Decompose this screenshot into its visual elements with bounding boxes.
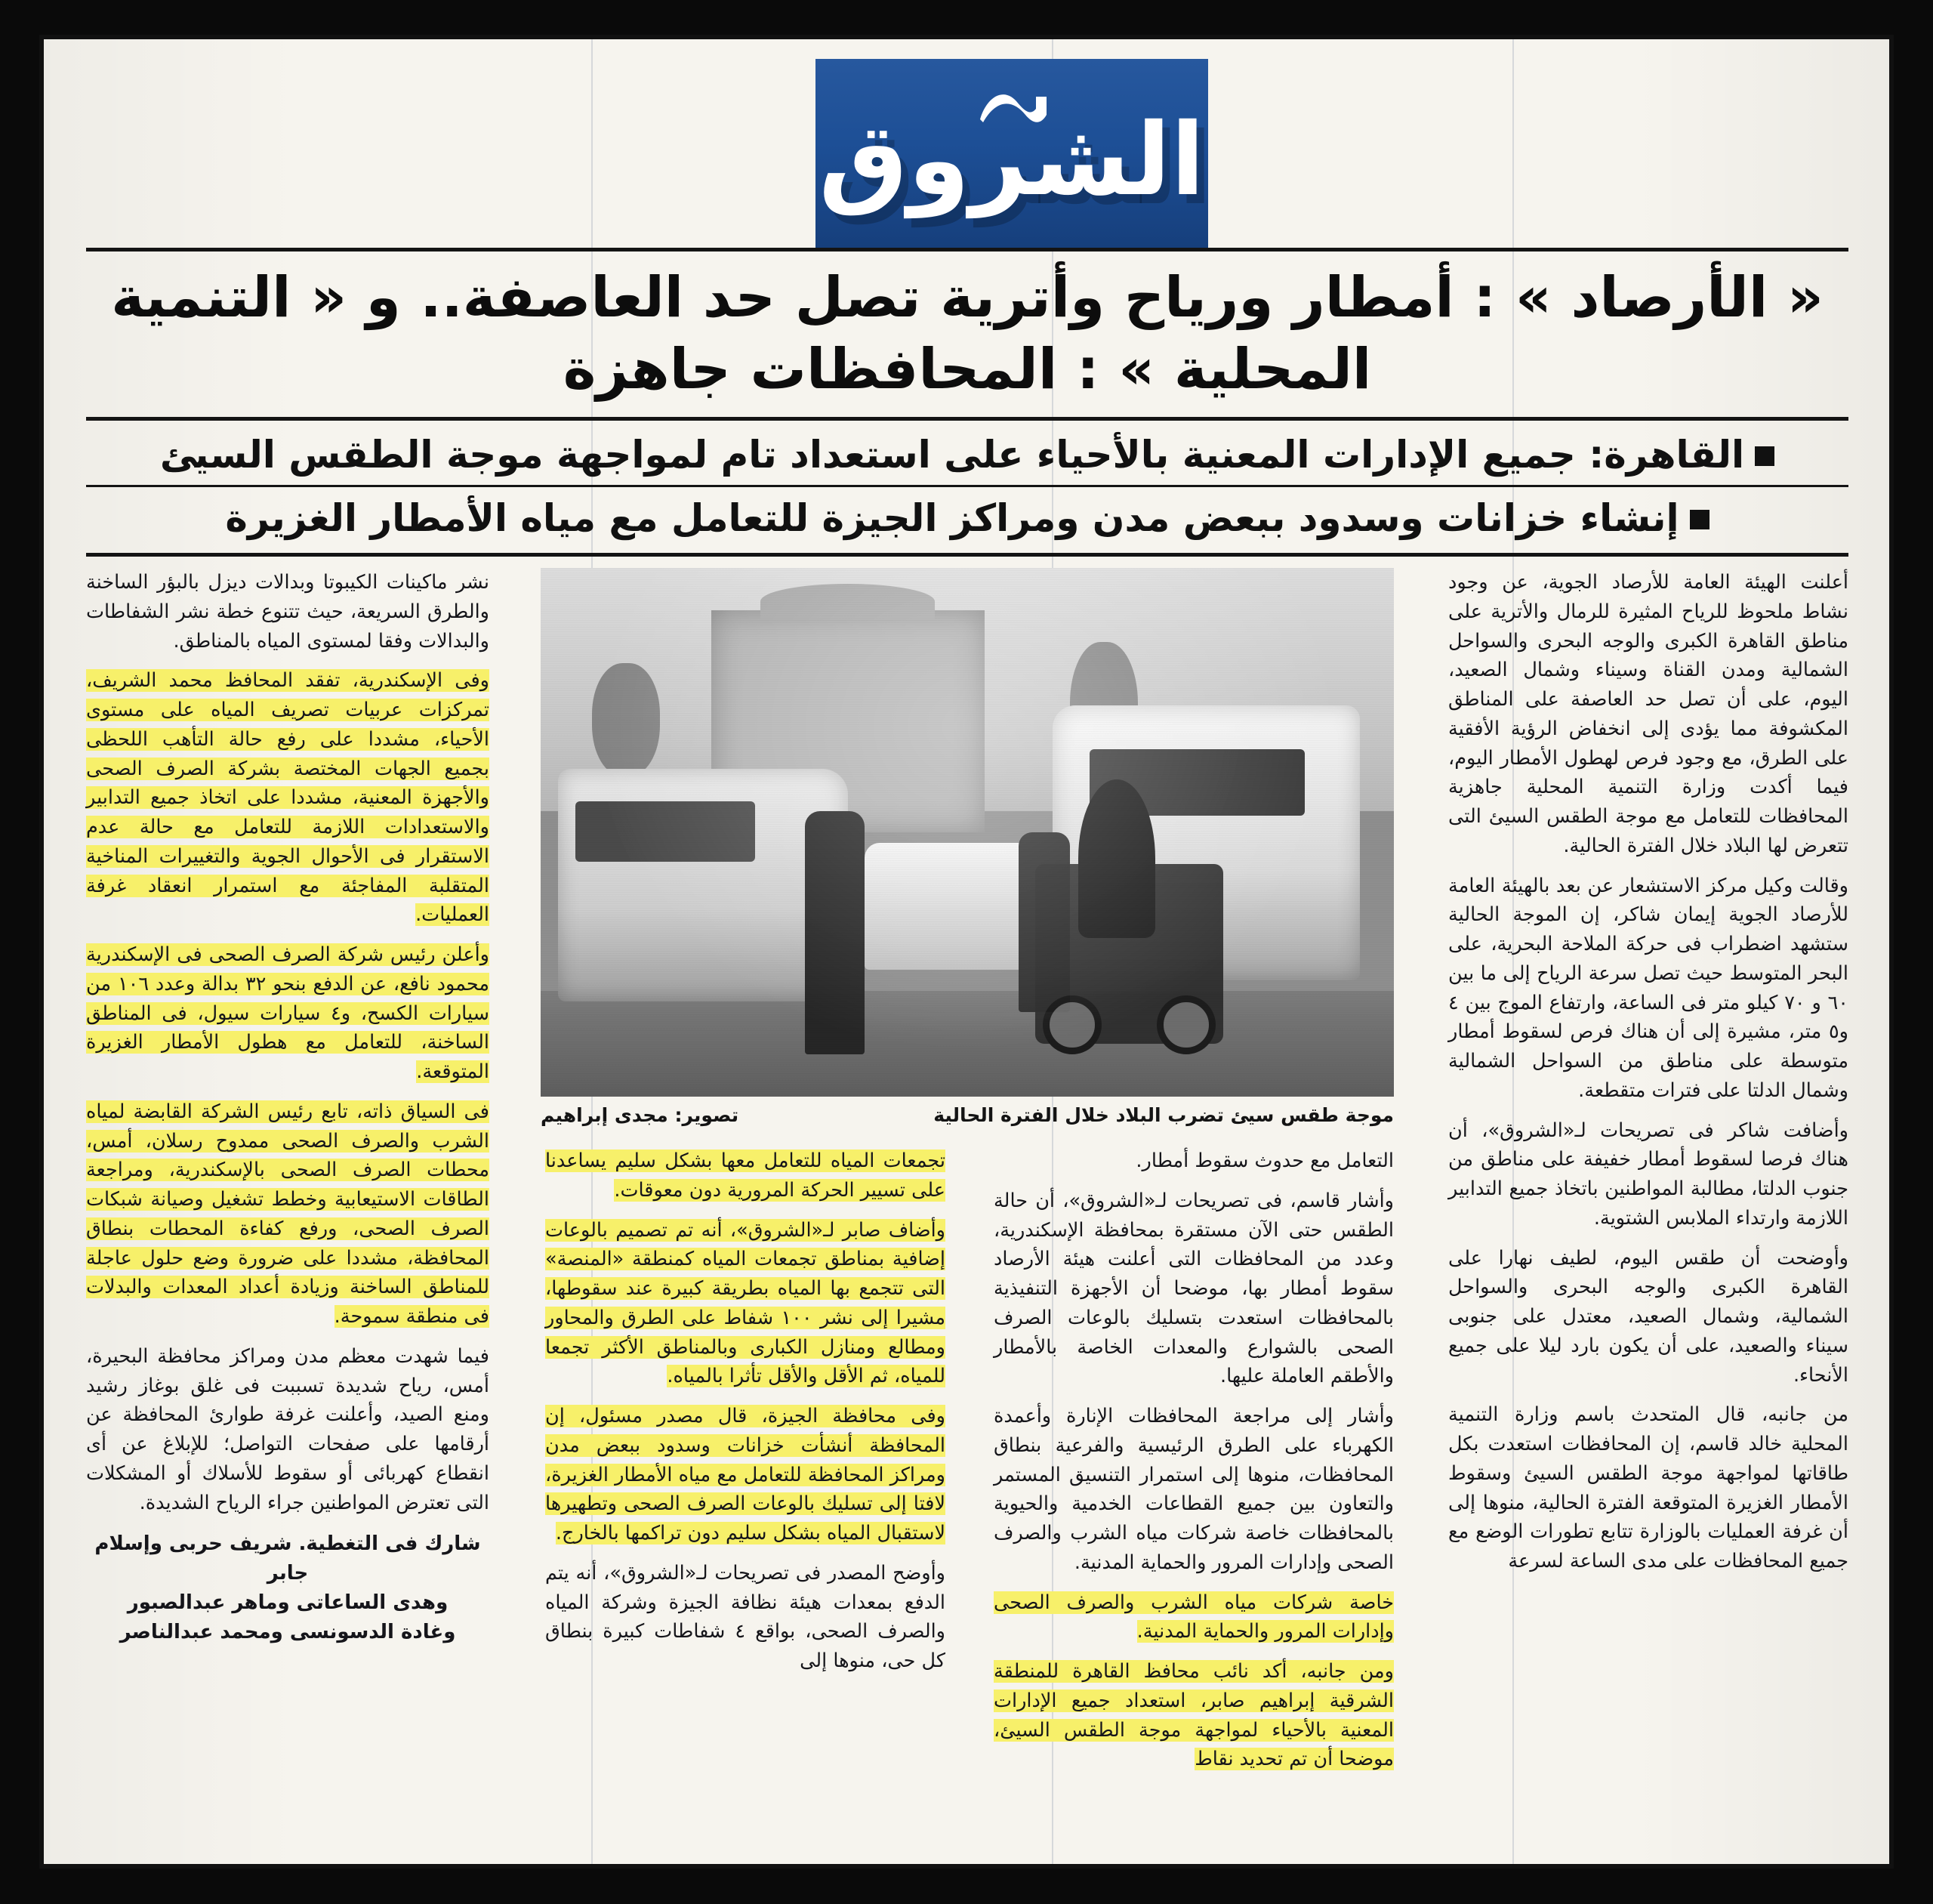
kicker-2-text: إنشاء خزانات وسدود ببعض مدن ومراكز الجيزة للتعامل مع مياه الأمطار الغزيرة xyxy=(225,496,1679,541)
headline-block xyxy=(86,248,1848,557)
paragraph xyxy=(994,1588,1394,1647)
byline-line: وغادة الدسونسى ومحمد عبدالناصر xyxy=(119,1621,456,1644)
paragraph: فيما شهدت معظم مدن ومراكز محافظة البحيرة، أمس، رياح شديدة تسببت فى غلق بوغاز رشيد ومنع الصيد، وأعلنت غرفة طوارئ المحافظة عن أرقامها على صفحات التواصل؛ للإبلاغ عن أى انقطاع كهربائى أو سقوط للأسلاك أو المشكلات التى تعترض المواطنين جراء الرياح الشديدة. xyxy=(86,1344,489,1514)
paragraph: من جانبه، قال المتحدث باسم وزارة التنمية المحلية خالد قاسم، إن المحافظات استعدت بكل طاقاتها لمواجهة موجة الطقس السيئ وسقوط الأمطار الغزيرة المتوقعة الفترة الحالية، منوها إلى أن غرفة العمليات بالوزارة تتابع تطورات الوضع مع جميع المحافظات على مدى الساعة لسرعة xyxy=(1448,1403,1848,1572)
paragraph: وأوضحت أن طقس اليوم، لطيف نهارا على القاهرة الكبرى والوجه البحرى والسواحل الشمالية، وشمال الصعيد، معتدل على جنوبى سيناء والصعيد، على أن يكون بارد ليلا على جميع الأنحاء. xyxy=(1448,1246,1848,1387)
byline-line: وهدى الساعاتى وماهر عبدالصبور xyxy=(127,1591,449,1615)
highlighted-phrase: فى السياق ذاته، تابع رئيس الشركة القابضة لمياه الشرب والصرف الصحى ممدوح رسلان، أمس، محطات الصرف الصحى بالإسكندرية، ومراجعة الطاقات الاستيعابية وخطط تشغيل وصيانة شبكات الصرف الصحى، ورفع كفاءة المحطات بنطاق المحافظة، مشددا على ضرورة وضع حلول عاجلة للمناطق الساخنة وزيادة أعداد المعدات والبدلات فى منطقة سموحة. xyxy=(86,1100,489,1328)
article-column-3 xyxy=(545,568,945,1686)
headline-kicker-1 xyxy=(86,421,1848,485)
article-body xyxy=(86,568,1848,1844)
paragraph: وأشار قاسم، فى تصريحات لـ«الشروق»، أن حالة الطقس حتى الآن مستقرة بمحافظة الإسكندرية، وعدد من المحافظات التى أعلنت هيئة الأرصاد سقوط أمطار بها، موضحا أن الأجهزة التنفيذية بالمحافظات استعدت بتسليك بالوعات الصرف الصحى بالشوارع والمعدات الخاصة بالأمطار والأطقم العاملة عليها. xyxy=(994,1189,1394,1388)
highlighted-phrase: وأعلن رئيس شركة الصرف الصحى فى الإسكندرية محمود نافع، عن الدفع بنحو ٣٢ بدالة وعدد ١٠٦ من سيارات الكسح، و٤ سيارات سيول، فى المناطق الساخنة، للتعامل مع هطول الأمطار الغزيرة المتوقعة. xyxy=(86,943,490,1083)
headline-kicker-2 xyxy=(86,487,1848,553)
highlighted-phrase: ومن جانبه، أكد نائب محافظ القاهرة للمنطقة الشرقية إبراهيم صابر، استعداد جميع الإدارات المعنية بالأحياء لمواجهة موجة الطقس السيئ، موضحا أن تم تحديد نقاط xyxy=(994,1660,1394,1771)
article-column-4 xyxy=(86,568,489,1647)
newspaper-sheet xyxy=(39,35,1894,1869)
headline-main: « الأرصاد » : أمطار ورياح وأترية تصل حد العاصفة.. و « التنمية المحلية » : المحافظات جاهزة xyxy=(111,265,1824,402)
paragraph xyxy=(86,940,489,1087)
newspaper-content xyxy=(44,39,1889,1864)
photo-caption: موجة طقس سيئ تضرب البلاد خلال الفترة الحالية xyxy=(933,1104,1394,1126)
article-column-2 xyxy=(994,568,1394,1785)
headline-rule-bottom xyxy=(86,553,1848,557)
article-column-1 xyxy=(1448,568,1848,1587)
highlighted-phrase: خاصة شركات مياه الشرب والصرف الصحى وإدارات المرور والحماية المدنية. xyxy=(994,1591,1394,1643)
paragraph: التعامل مع حدوث سقوط أمطار. xyxy=(1136,1149,1394,1172)
check-swoosh-icon xyxy=(980,92,1050,139)
paragraph xyxy=(994,1402,1394,1578)
highlighted-phrase: تجمعات المياه للتعامل معها بشكل سليم يساعدنا على تسيير الحركة المرورية دون معوقات. xyxy=(545,1149,945,1202)
highlighted-phrase: وفى محافظة الجيزة، قال مصدر مسئول، إن المحافظة أنشأت خزانات وسدود ببعض مدن ومراكز المحافظة للتعامل مع مياه الأمطار الغزيرة، لافتا إلى تسليك بالوعات الصرف الصحى وتطهيرها لاستقبال المياه بشكل سليم دون تراكمها بالخارج. xyxy=(545,1405,945,1544)
paragraph-text: وأشار إلى مراجعة المحافظات الإنارة وأعمدة الكهرباء على الطرق الرئيسية والفرعية بنطاق المحافظات، منوها إلى استمرار التنسيق المستمر والتعاون بين جميع القطاعات الخدمية والحيوية بالمحافظات خاصة شركات مياه الشرب والصرف الصحى وإدارات المرور والحماية المدنية. xyxy=(994,1405,1394,1574)
paragraph xyxy=(86,666,489,930)
paragraph xyxy=(545,1216,945,1392)
photo-credit: تصوير: مجدى إبراهيم xyxy=(541,1104,739,1126)
kicker-1-text: القاهرة: جميع الإدارات المعنية بالأحياء على استعداد تام لمواجهة موجة الطقس السيئ xyxy=(159,433,1745,477)
byline-line: شارك فى التغطية. شريف حربى وإسلام جابر xyxy=(94,1532,481,1585)
paragraph xyxy=(545,1146,945,1205)
paragraph xyxy=(545,1402,945,1548)
paragraph: أعلنت الهيئة العامة للأرصاد الجوية، عن وجود نشاط ملحوظ للرياح المثيرة للرمال والأترية على مناطق القاهرة الكبرى والوجه البحرى والسواحل الشمالية ومدن القناة وسيناء وشمال الصعيد، اليوم، على أن تصل حد العاصفة على المناطق المكشوفة مما يؤدى إلى انخفاض الرؤية الأفقية على الطرق، مع وجود فرص لهطول الأمطار اليوم، فيما أكدت وزارة التنمية المحلية جاهزية المحافظات للتعامل مع موجة الطقس السيئ التى تتعرض لها البلاد خلال الفترة الحالية. xyxy=(1448,571,1848,857)
masthead-wordmark: الشروق xyxy=(819,102,1205,218)
highlighted-phrase: وأضاف صابر لـ«الشروق»، أنه تم تصميم بالوعات إضافية بمناطق تجمعات المياه كمنطقة «المنصة» التى تتجمع بها المياه بطريقة كبيرة عند سقوطها، مشيرا إلى نشر ١٠٠ شفاط على الطرق والمحاور ومطالع ومنازل الكبارى وبالمناطق الأكثر تجمعا للمياه، ثم الأقل والأقل تأثرا بالمياه. xyxy=(545,1218,945,1388)
masthead-logo xyxy=(815,59,1208,248)
paragraph xyxy=(86,1097,489,1332)
paragraph: وأوضح المصدر فى تصريحات لـ«الشروق»، أنه يتم الدفع بمعدات هيئة نظافة الجيزة وشركة المياه والصرف الصحى، بواقع ٤ شفاطات كبيرة بنطاق كل حى، منوها إلى xyxy=(545,1561,945,1672)
paragraph: وقالت وكيل مركز الاستشعار عن بعد بالهيئة العامة للأرصاد الجوية إيمان شاكر، إن الموجة الحالية ستشهد اضطراب فى حركة الملاحة البحرية، على البحر المتوسط حيث تصل سرعة الرياح إلى ما بين ٦٠ و ٧٠ كيلو متر فى الساعة، وارتفاع الموج بين ٤ و٥ متر، مشيرة إلى أن هناك فرص لسقوط أمطار متوسطة على مناطق من السواحل الشمالية وشمال الدلتا على فترات متقطعة. xyxy=(1448,874,1849,1102)
byline xyxy=(86,1529,489,1647)
paragraph: وأضافت شاكر فى تصريحات لـ«الشروق»، أن هناك فرصا لسقوط أمطار خفيفة على مناطق من جنوب الدلتا، مطالبة المواطنين باتخاذ جميع التدابير اللازمة وارتداء الملابس الشتوية. xyxy=(1448,1119,1848,1230)
highlighted-phrase: وفى الإسكندرية، تفقد المحافظ محمد الشريف، تمركزات عربيات تصريف المياه على مستوى الأحياء، مشددا على رفع حالة التأهب اللحظى بجميع الجهات المختصة بشركة الصرف الصحى والأجهزة المعنية، مشددا على اتخاذ جميع التدابير والاستعدادات اللازمة للتعامل مع حالة عدم الاستقرار فى الأحوال الجوية والتغييرات المناخية المتقلبة المفاجئة مع استمرار انعقاد غرفة العمليات. xyxy=(86,669,489,927)
square-bullet-icon xyxy=(1755,446,1774,466)
paragraph xyxy=(994,1657,1394,1774)
square-bullet-icon xyxy=(1690,510,1709,529)
paragraph: نشر ماكينات الكيبوتا وبدالات ديزل بالبؤر الساخنة والطرق السريعة، حيث تتنوع خطة نشر الشفاطات والبدالات وفقا لمستوى المياه بالمناطق. xyxy=(86,571,489,653)
